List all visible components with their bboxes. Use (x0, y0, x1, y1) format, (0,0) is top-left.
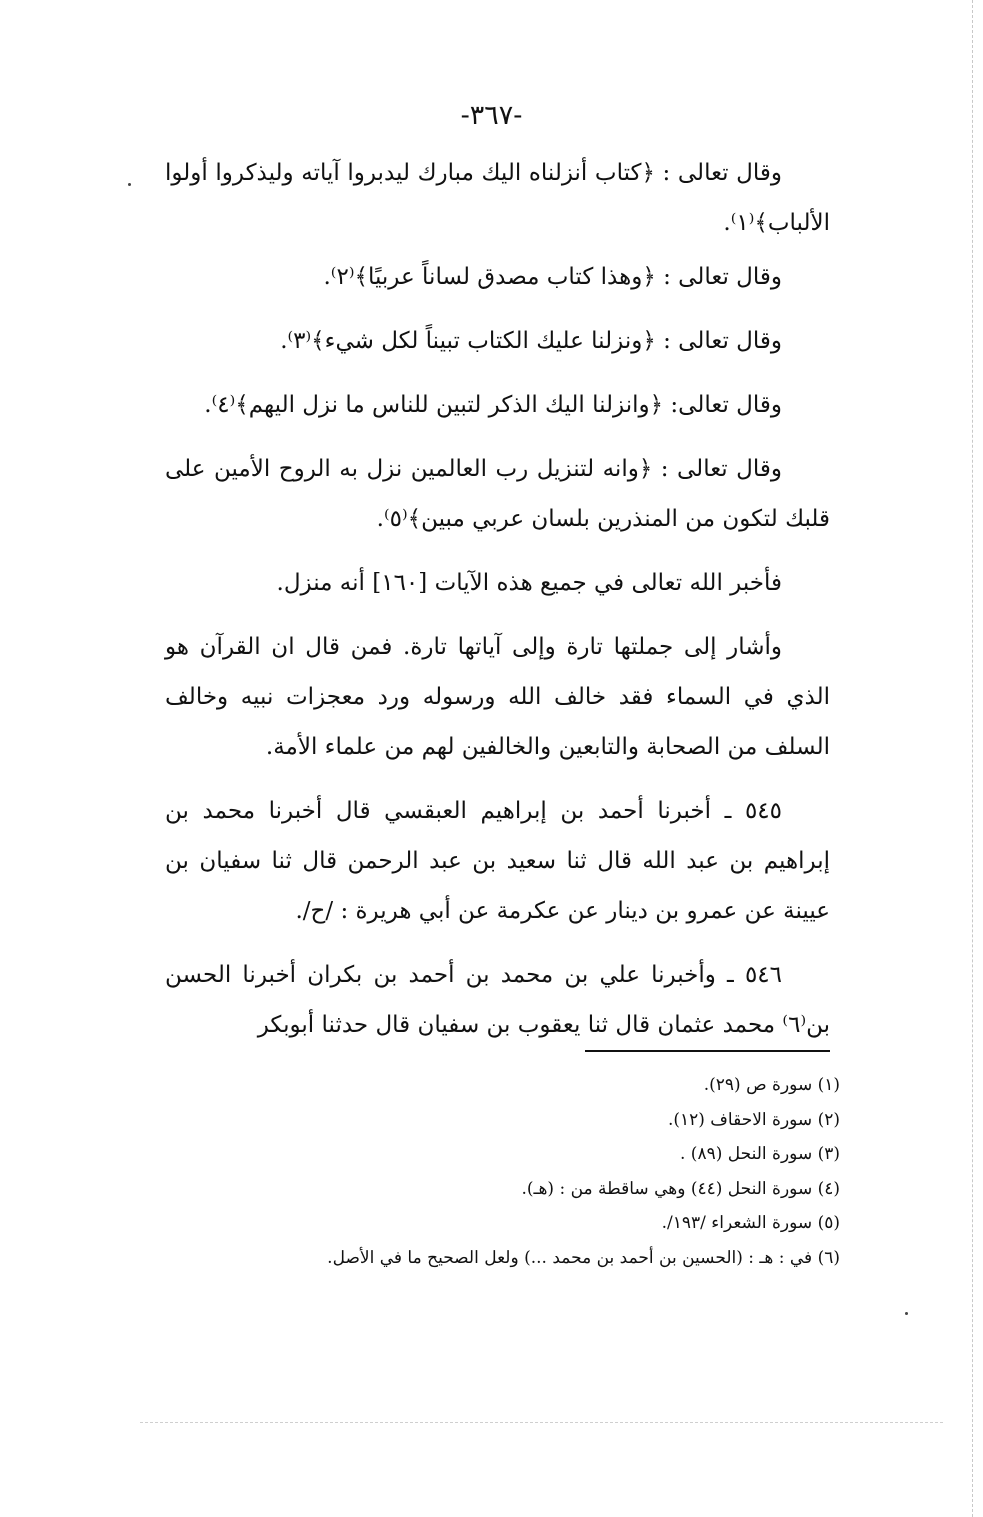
footnote-3: (٣) سورة النحل (٨٩) . (680, 1144, 840, 1164)
footnotes (200, 1068, 840, 1275)
scan-speck (128, 183, 131, 186)
footnote-5: (٥) سورة الشعراء /١٩٣/. (661, 1213, 840, 1233)
paragraph-verse-3: وقال تعالى : ﴿ونزلنا عليك الكتاب تبيناً لكل شيء﴾⁽٣⁾. (280, 328, 782, 354)
paragraph-commentary: وأشار إلى جملتها تارة وإلى آياتها تارة. فمن قال ان القرآن هو الذي في السماء فقد خالف الله ورسوله ورد معجزات نبيه وخالف السلف من الصحابة والتابعين والخالفين لهم من علماء الأمة. (165, 634, 830, 760)
paragraph-verse-5: وقال تعالى : ﴿وانه لتنزيل رب العالمين نزل به الروح الأمين على قلبك لتكون من المنذرين بلسان عربي مبين﴾⁽٥⁾. (165, 456, 830, 532)
footnote-separator (585, 1050, 830, 1052)
footnote-4: (٤) سورة النحل (٤٤) وهي ساقطة من : (هـ). (521, 1178, 840, 1199)
paragraph-hadith-546: ٥٤٦ ـ وأخبرنا علي بن محمد بن أحمد بن بكران أخبرنا الحسن بن⁽٦⁾ محمد عثمان قال ثنا يعقوب بن سفيان قال حدثنا أبوبكر (165, 962, 830, 1038)
paragraph-conclusion: فأخبر الله تعالى في جميع هذه الآيات [١٦٠] أنه منزل. (276, 570, 782, 596)
paragraph-verse-1: وقال تعالى : ﴿كتاب أنزلناه اليك مبارك ليدبروا آياته وليذكروا أولوا الألباب﴾⁽١⁾. (165, 160, 830, 236)
scan-bottom-line (140, 1422, 943, 1423)
scan-edge-line (972, 0, 973, 1517)
footnote-6: (٦) في : هـ : (الحسين بن أحمد بن محمد ...) ولعل الصحيح ما في الأصل. (327, 1247, 840, 1268)
scan-speck (905, 1312, 908, 1315)
paragraph-verse-4: وقال تعالى: ﴿وانزلنا اليك الذكر لتبين للناس ما نزل اليهم﴾⁽٤⁾. (204, 392, 782, 418)
footnote-2: (٢) سورة الاحقاف (١٢). (667, 1109, 840, 1130)
main-text (165, 148, 830, 1064)
paragraph-hadith-545: ٥٤٥ ـ أخبرنا أحمد بن إبراهيم العبقسي قال أخبرنا محمد بن إبراهيم بن عبد الله قال ثنا سعيد بن عبد الرحمن قال ثنا سفيان بن عيينة عن عمرو بن دينار عن عكرمة عن أبي هريرة : /ح/. (165, 798, 830, 924)
footnote-1: (١) سورة ص (٢٩). (703, 1075, 840, 1095)
paragraph-verse-2: وقال تعالى : ﴿وهذا كتاب مصدق لساناً عربيًا﴾⁽٢⁾. (323, 264, 782, 290)
page-number: -٣٦٧- (460, 100, 523, 131)
